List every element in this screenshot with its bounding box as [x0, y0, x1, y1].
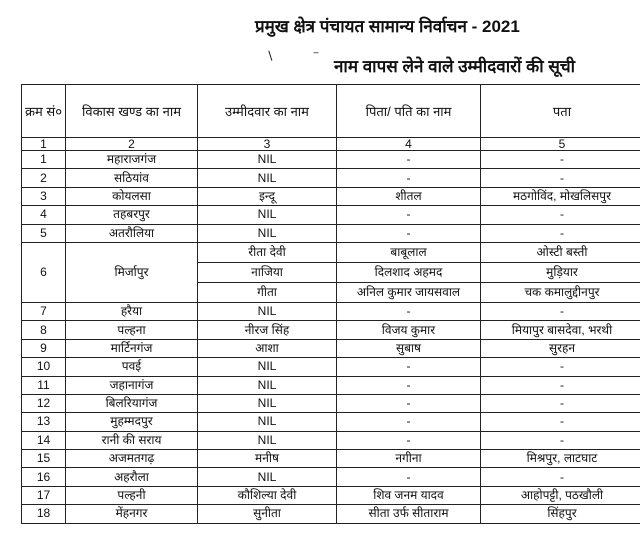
block-name: कोयलसा [66, 187, 198, 205]
candidate-name: सुनीता [198, 505, 337, 523]
father-husband-name: - [337, 302, 481, 320]
table-header-row [22, 85, 640, 138]
candidate-name: NIL [198, 413, 337, 431]
column-number: 4 [337, 138, 481, 151]
withdrawn-candidates-table [21, 84, 640, 524]
father-husband-name: - [337, 206, 481, 224]
address: - [481, 169, 640, 187]
address: मिश्रपुर, लाटघाट [481, 450, 640, 468]
address: - [481, 206, 640, 224]
block-name: बिलरियागंज [66, 394, 198, 412]
address: - [481, 376, 640, 394]
father-husband-name: बाबूलाल [337, 242, 481, 262]
candidate-name: नाजिया [198, 262, 337, 282]
candidate-name: गीता [198, 282, 337, 302]
candidate-name: NIL [198, 302, 337, 320]
table-body [22, 151, 640, 524]
serial-number: 18 [22, 505, 66, 523]
table-row [22, 431, 640, 449]
column-number-row [22, 138, 640, 151]
serial-number: 15 [22, 450, 66, 468]
serial-number: 8 [22, 321, 66, 339]
father-husband-name: - [337, 431, 481, 449]
father-husband-name: शीतल [337, 187, 481, 205]
address: चक कमालुद्दीनपुर [481, 282, 640, 302]
table-row [22, 468, 640, 486]
table-row [22, 242, 640, 262]
serial-number: 11 [22, 376, 66, 394]
table-row [22, 450, 640, 468]
father-husband-name: विजय कुमार [337, 321, 481, 339]
candidate-name: NIL [198, 169, 337, 187]
address: - [481, 224, 640, 242]
scan-mark: ‾ [314, 51, 318, 65]
candidate-name: कौशिल्या देवी [198, 486, 337, 504]
candidate-name: NIL [198, 376, 337, 394]
father-husband-name: अनिल कुमार जायसवाल [337, 282, 481, 302]
table-row [22, 187, 640, 205]
serial-number: 3 [22, 187, 66, 205]
table-row [22, 394, 640, 412]
column-number: 2 [66, 138, 198, 151]
block-name: सठियांव [66, 169, 198, 187]
candidate-name: NIL [198, 151, 337, 169]
address: सुरहन [481, 339, 640, 357]
header-address: पता [481, 85, 640, 138]
document-title: प्रमुख क्षेत्र पंचायत सामान्य निर्वाचन - 2021 [255, 17, 520, 36]
father-husband-name: दिलशाद अहमद [337, 262, 481, 282]
serial-number: 17 [22, 486, 66, 504]
serial-number: 7 [22, 302, 66, 320]
header-block: विकास खण्ड का नाम [66, 85, 198, 138]
block-name: अजमतगढ़ [66, 450, 198, 468]
block-name: तहबरपुर [66, 206, 198, 224]
candidate-name: आशा [198, 339, 337, 357]
address: - [481, 431, 640, 449]
address: सिंहपुर [481, 505, 640, 523]
father-husband-name: - [337, 468, 481, 486]
father-husband-name: - [337, 413, 481, 431]
block-name: जहानागंज [66, 376, 198, 394]
block-name: अहरौला [66, 468, 198, 486]
column-number: 1 [22, 138, 66, 151]
candidate-name: NIL [198, 358, 337, 376]
serial-number: 12 [22, 394, 66, 412]
serial-number: 1 [22, 151, 66, 169]
table-row [22, 413, 640, 431]
document-subtitle: नाम वापस लेने वाले उम्मीदवारों की सूची [334, 57, 576, 76]
header-candidate: उम्मीदवार का नाम [198, 85, 337, 138]
block-name: पवई [66, 358, 198, 376]
father-husband-name: सीता उर्फ सीताराम [337, 505, 481, 523]
address: - [481, 358, 640, 376]
serial-number: 4 [22, 206, 66, 224]
table-row [22, 206, 640, 224]
candidate-name: NIL [198, 394, 337, 412]
serial-number: 5 [22, 224, 66, 242]
header-serial: क्रम सं० [22, 85, 66, 138]
father-husband-name: - [337, 224, 481, 242]
serial-number: 14 [22, 431, 66, 449]
table-row [22, 169, 640, 187]
father-husband-name: नगीना [337, 450, 481, 468]
serial-number: 13 [22, 413, 66, 431]
table-row [22, 486, 640, 504]
father-husband-name: - [337, 358, 481, 376]
block-name: मार्टिनगंज [66, 339, 198, 357]
address: ओस्टी बस्ती [481, 242, 640, 262]
candidate-name: मनीष [198, 450, 337, 468]
candidate-name: NIL [198, 431, 337, 449]
table-row [22, 376, 640, 394]
address: - [481, 468, 640, 486]
block-name: मिर्जापुर [66, 242, 198, 302]
scan-mark: ∖ [266, 49, 274, 63]
table-row [22, 358, 640, 376]
header-father-husband: पिता/ पति का नाम [337, 85, 481, 138]
table-row [22, 224, 640, 242]
address: - [481, 394, 640, 412]
block-name: रानी की सराय [66, 431, 198, 449]
address: आहोपट्टी, पठखौली [481, 486, 640, 504]
column-number: 3 [198, 138, 337, 151]
candidate-name: नीरज सिंह [198, 321, 337, 339]
serial-number: 9 [22, 339, 66, 357]
candidate-name: NIL [198, 224, 337, 242]
block-name: मुहम्मदपुर [66, 413, 198, 431]
father-husband-name: शिव जनम यादव [337, 486, 481, 504]
table-row [22, 339, 640, 357]
block-name: पल्हनी [66, 486, 198, 504]
candidate-name: रीता देवी [198, 242, 337, 262]
address: मियापुर बासदेवा, भरथी [481, 321, 640, 339]
address: - [481, 413, 640, 431]
candidate-name: NIL [198, 468, 337, 486]
serial-number: 10 [22, 358, 66, 376]
serial-number: 16 [22, 468, 66, 486]
address: - [481, 151, 640, 169]
block-name: महाराजगंज [66, 151, 198, 169]
column-number: 5 [481, 138, 640, 151]
serial-number: 6 [22, 242, 66, 302]
father-husband-name: - [337, 376, 481, 394]
table-row [22, 321, 640, 339]
block-name: हरैया [66, 302, 198, 320]
father-husband-name: - [337, 151, 481, 169]
block-name: मेंहनगर [66, 505, 198, 523]
candidate-name: इन्दू [198, 187, 337, 205]
candidate-name: NIL [198, 206, 337, 224]
table-row [22, 151, 640, 169]
table-row [22, 505, 640, 523]
block-name: अतरौलिया [66, 224, 198, 242]
address: मठगोविंद, मोखलिसपुर [481, 187, 640, 205]
address: - [481, 302, 640, 320]
father-husband-name: - [337, 169, 481, 187]
father-husband-name: सुबाष [337, 339, 481, 357]
father-husband-name: - [337, 394, 481, 412]
address: मुड़ियार [481, 262, 640, 282]
serial-number: 2 [22, 169, 66, 187]
block-name: पल्हना [66, 321, 198, 339]
table-row [22, 302, 640, 320]
